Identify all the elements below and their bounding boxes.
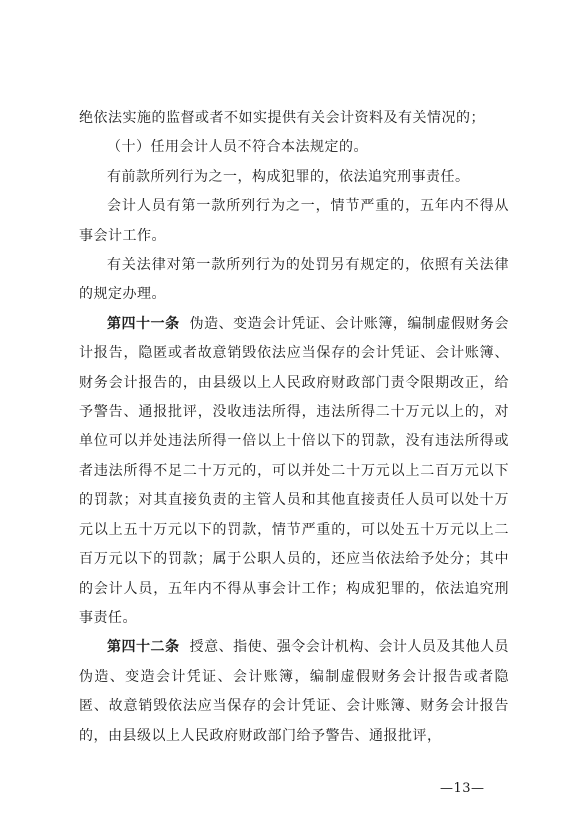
page-number: —13— — [440, 781, 485, 796]
article-41 — [79, 310, 509, 633]
article-42-title: 第四十二条 — [107, 639, 180, 656]
document-body — [79, 104, 509, 751]
paragraph-text: 绝依法实施的监督或者不如实提供有关会计资料及有关情况的； — [79, 110, 485, 126]
paragraph-text: 有关法律对第一款所列行为的处罚另有规定的，依照有关法律的规定办理。 — [79, 257, 509, 303]
paragraph-text: 有前款所列行为之一，构成犯罪的，依法追究刑事责任。 — [107, 168, 470, 185]
article-42 — [79, 633, 509, 751]
article-41-text: 伪造、变造会计凭证、会计账簿，编制虚假财务会计报告，隐匿或者故意销毁依法应当保存的会计凭证、会计账簿、财务会计报告的，由县级以上人民政府财政部门责令限期改正，给予警告、通报批评，没收违法所得，违法所得二十万元以上的，对单位可以并处违法所得一倍以上十倍以下的罚款，没有违法所得或者违法所得不足二十万元的，可以并处二十万元以上二百万元以下的罚款；对其直接负责的主管人员和其他直接责任人员可以处十万元以上五十万元以下的罚款，情节严重的，可以处五十万元以上二百万元以下的罚款；属于公职人员的，还应当依法给予处分；其中的会计人员，五年内不得从事会计工作；构成犯罪的，依法追究刑事责任。 — [79, 315, 510, 626]
paragraph-accountant-ban — [79, 192, 509, 251]
paragraph-other-laws — [79, 251, 509, 310]
paragraph-text: （十）任用会计人员不符合本法规定的。 — [107, 139, 368, 156]
paragraph-continuation — [79, 104, 509, 133]
article-42-text: 授意、指使、强令会计机构、会计人员及其他人员伪造、变造会计凭证、会计账簿，编制虚假财务会计报告或者隐匿、故意销毁依法应当保存的会计凭证、会计账簿、财务会计报告的，由县级以上人民政府财政部门给予警告、通报批评， — [79, 639, 510, 744]
paragraph-text: 会计人员有第一款所列行为之一，情节严重的，五年内不得从事会计工作。 — [79, 198, 509, 244]
article-41-title: 第四十一条 — [107, 315, 180, 332]
paragraph-criminal-liability — [79, 163, 509, 192]
paragraph-item-10 — [79, 133, 509, 162]
